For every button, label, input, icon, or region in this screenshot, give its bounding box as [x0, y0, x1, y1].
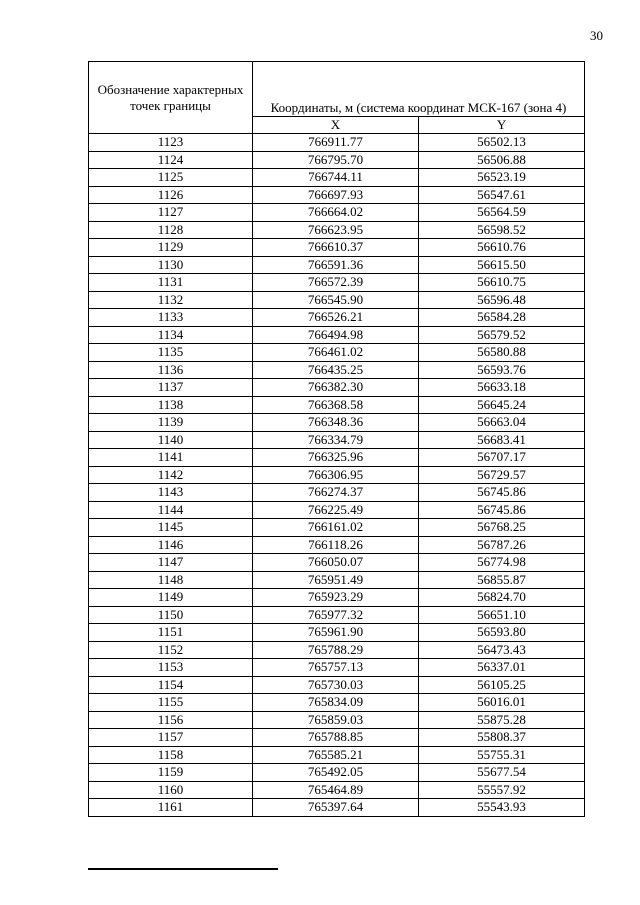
cell-point-id: 1155	[89, 694, 253, 712]
cell-x: 765977.32	[253, 606, 419, 624]
table-row	[89, 256, 585, 274]
cell-y: 56745.86	[419, 501, 585, 519]
table-row	[89, 606, 585, 624]
cell-point-id: 1136	[89, 361, 253, 379]
table-row	[89, 449, 585, 467]
cell-x: 766591.36	[253, 256, 419, 274]
cell-y: 56506.88	[419, 151, 585, 169]
cell-point-id: 1128	[89, 221, 253, 239]
table-row	[89, 659, 585, 677]
table-row	[89, 431, 585, 449]
table-row	[89, 379, 585, 397]
cell-point-id: 1134	[89, 326, 253, 344]
cell-x: 765788.85	[253, 729, 419, 747]
cell-x: 766382.30	[253, 379, 419, 397]
cell-y: 56774.98	[419, 554, 585, 572]
cell-y: 56683.41	[419, 431, 585, 449]
cell-x: 766325.96	[253, 449, 419, 467]
table-row	[89, 764, 585, 782]
table-row	[89, 221, 585, 239]
cell-x: 766435.25	[253, 361, 419, 379]
cell-y: 55677.54	[419, 764, 585, 782]
cell-y: 56855.87	[419, 571, 585, 589]
cell-point-id: 1139	[89, 414, 253, 432]
table-row	[89, 274, 585, 292]
table-row	[89, 589, 585, 607]
cell-y: 56768.25	[419, 519, 585, 537]
cell-y: 56547.61	[419, 186, 585, 204]
cell-y: 56651.10	[419, 606, 585, 624]
cell-x: 765788.29	[253, 641, 419, 659]
cell-point-id: 1138	[89, 396, 253, 414]
cell-y: 56596.48	[419, 291, 585, 309]
cell-point-id: 1154	[89, 676, 253, 694]
cell-x: 766494.98	[253, 326, 419, 344]
table-row	[89, 676, 585, 694]
table-header	[89, 62, 585, 134]
cell-y: 55875.28	[419, 711, 585, 729]
cell-x: 766118.26	[253, 536, 419, 554]
cell-y: 56707.17	[419, 449, 585, 467]
cell-point-id: 1152	[89, 641, 253, 659]
cell-x: 766348.36	[253, 414, 419, 432]
table-row	[89, 361, 585, 379]
header-designation: Обозначение характерных точек границы	[89, 62, 253, 134]
cell-x: 765834.09	[253, 694, 419, 712]
table-row	[89, 414, 585, 432]
table-row	[89, 484, 585, 502]
cell-x: 765492.05	[253, 764, 419, 782]
cell-point-id: 1141	[89, 449, 253, 467]
cell-x: 765757.13	[253, 659, 419, 677]
cell-point-id: 1160	[89, 781, 253, 799]
cell-point-id: 1158	[89, 746, 253, 764]
table-row	[89, 536, 585, 554]
cell-x: 766623.95	[253, 221, 419, 239]
cell-point-id: 1126	[89, 186, 253, 204]
cell-point-id: 1135	[89, 344, 253, 362]
cell-x: 766545.90	[253, 291, 419, 309]
cell-x: 765961.90	[253, 624, 419, 642]
cell-x: 766526.21	[253, 309, 419, 327]
cell-y: 55755.31	[419, 746, 585, 764]
footer-rule	[88, 868, 278, 870]
cell-point-id: 1151	[89, 624, 253, 642]
header-x: X	[253, 117, 419, 134]
table-row	[89, 641, 585, 659]
cell-point-id: 1145	[89, 519, 253, 537]
cell-y: 56564.59	[419, 204, 585, 222]
cell-y: 55543.93	[419, 799, 585, 817]
cell-point-id: 1125	[89, 169, 253, 187]
cell-x: 766664.02	[253, 204, 419, 222]
cell-y: 56633.18	[419, 379, 585, 397]
cell-point-id: 1127	[89, 204, 253, 222]
table-row	[89, 694, 585, 712]
header-y: Y	[419, 117, 585, 134]
table-row	[89, 799, 585, 817]
cell-y: 56105.25	[419, 676, 585, 694]
cell-x: 766306.95	[253, 466, 419, 484]
table-row	[89, 151, 585, 169]
cell-x: 765464.89	[253, 781, 419, 799]
table-row	[89, 134, 585, 152]
cell-y: 56584.28	[419, 309, 585, 327]
cell-x: 766461.02	[253, 344, 419, 362]
coordinates-table	[88, 61, 585, 817]
cell-x: 765585.21	[253, 746, 419, 764]
cell-point-id: 1132	[89, 291, 253, 309]
cell-point-id: 1142	[89, 466, 253, 484]
table-row	[89, 711, 585, 729]
cell-x: 765730.03	[253, 676, 419, 694]
cell-y: 56645.24	[419, 396, 585, 414]
cell-x: 766697.93	[253, 186, 419, 204]
cell-x: 766225.49	[253, 501, 419, 519]
cell-y: 56610.75	[419, 274, 585, 292]
table-row	[89, 746, 585, 764]
cell-point-id: 1133	[89, 309, 253, 327]
cell-point-id: 1153	[89, 659, 253, 677]
cell-point-id: 1130	[89, 256, 253, 274]
cell-x: 765859.03	[253, 711, 419, 729]
cell-point-id: 1137	[89, 379, 253, 397]
table-row	[89, 729, 585, 747]
cell-point-id: 1149	[89, 589, 253, 607]
cell-x: 766744.11	[253, 169, 419, 187]
cell-y: 56824.70	[419, 589, 585, 607]
cell-y: 55557.92	[419, 781, 585, 799]
cell-x: 766368.58	[253, 396, 419, 414]
page-number: 30	[590, 28, 603, 43]
cell-y: 56016.01	[419, 694, 585, 712]
cell-point-id: 1144	[89, 501, 253, 519]
table-row	[89, 204, 585, 222]
cell-point-id: 1143	[89, 484, 253, 502]
cell-y: 56598.52	[419, 221, 585, 239]
table-row	[89, 396, 585, 414]
table-row	[89, 624, 585, 642]
table-row	[89, 344, 585, 362]
table-row	[89, 309, 585, 327]
cell-y: 56337.01	[419, 659, 585, 677]
table-row	[89, 781, 585, 799]
cell-point-id: 1146	[89, 536, 253, 554]
cell-point-id: 1140	[89, 431, 253, 449]
cell-y: 56729.57	[419, 466, 585, 484]
cell-y: 55808.37	[419, 729, 585, 747]
header-coordinates: Координаты, м (система координат МСК-167 (зона 4)	[253, 62, 585, 117]
cell-point-id: 1150	[89, 606, 253, 624]
cell-y: 56610.76	[419, 239, 585, 257]
cell-point-id: 1161	[89, 799, 253, 817]
table-row	[89, 186, 585, 204]
cell-x: 765951.49	[253, 571, 419, 589]
table-row	[89, 326, 585, 344]
table-row	[89, 239, 585, 257]
cell-x: 766334.79	[253, 431, 419, 449]
table-row	[89, 554, 585, 572]
table-row	[89, 169, 585, 187]
cell-x: 766911.77	[253, 134, 419, 152]
cell-point-id: 1156	[89, 711, 253, 729]
cell-y: 56473.43	[419, 641, 585, 659]
table-row	[89, 466, 585, 484]
cell-x: 766572.39	[253, 274, 419, 292]
cell-point-id: 1147	[89, 554, 253, 572]
cell-x: 766610.37	[253, 239, 419, 257]
cell-y: 56663.04	[419, 414, 585, 432]
cell-y: 56787.26	[419, 536, 585, 554]
cell-point-id: 1123	[89, 134, 253, 152]
cell-x: 766161.02	[253, 519, 419, 537]
cell-x: 766274.37	[253, 484, 419, 502]
cell-point-id: 1148	[89, 571, 253, 589]
table-body	[89, 134, 585, 817]
cell-y: 56580.88	[419, 344, 585, 362]
cell-point-id: 1124	[89, 151, 253, 169]
cell-y: 56593.76	[419, 361, 585, 379]
cell-point-id: 1129	[89, 239, 253, 257]
cell-y: 56593.80	[419, 624, 585, 642]
cell-x: 766050.07	[253, 554, 419, 572]
table-row	[89, 291, 585, 309]
cell-y: 56745.86	[419, 484, 585, 502]
table-row	[89, 501, 585, 519]
cell-x: 765397.64	[253, 799, 419, 817]
cell-y: 56615.50	[419, 256, 585, 274]
cell-point-id: 1159	[89, 764, 253, 782]
cell-point-id: 1131	[89, 274, 253, 292]
table-row	[89, 571, 585, 589]
cell-y: 56502.13	[419, 134, 585, 152]
cell-y: 56579.52	[419, 326, 585, 344]
table-row	[89, 519, 585, 537]
cell-x: 765923.29	[253, 589, 419, 607]
cell-y: 56523.19	[419, 169, 585, 187]
cell-point-id: 1157	[89, 729, 253, 747]
cell-x: 766795.70	[253, 151, 419, 169]
